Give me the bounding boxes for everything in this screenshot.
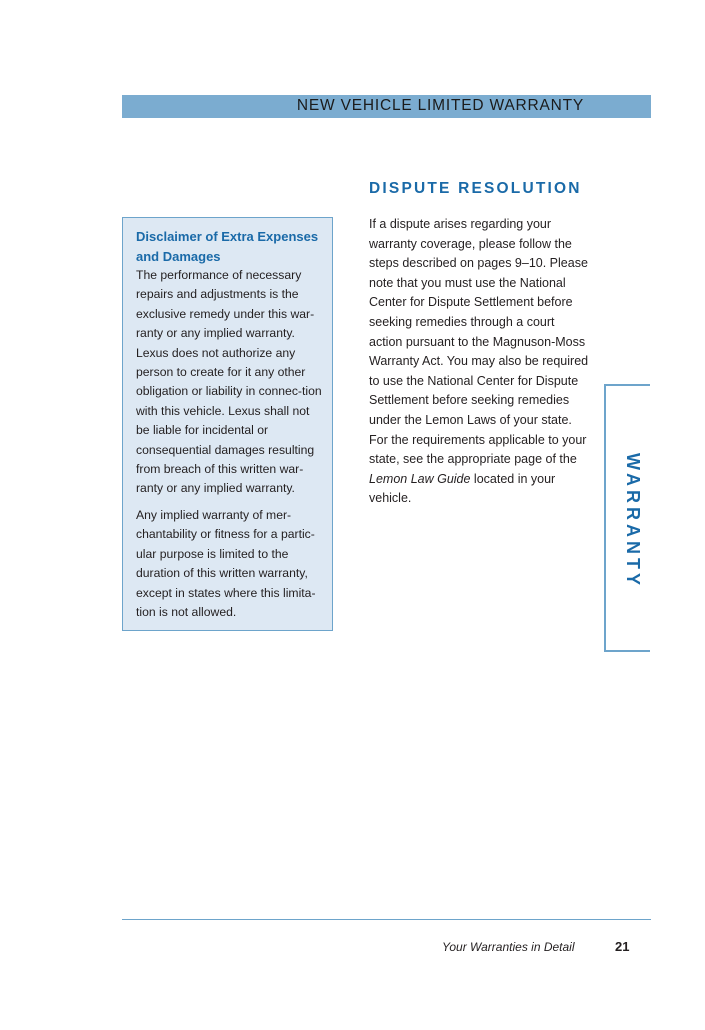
disclaimer-title: Disclaimer of Extra Expenses and Damages <box>136 229 319 264</box>
page-number: 21 <box>615 939 630 954</box>
side-tab-label: WARRANTY <box>623 453 643 589</box>
lemon-law-guide-title: Lemon Law Guide <box>369 471 471 486</box>
disclaimer-paragraph-1: The performance of necessary repairs and adjustments is the exclusive remedy under this war-ranty or any implied warranty. Lexus does not authorize any person to create for it any other obligation or liability in connec-tion with this vehicle. Lexus shall not be liable for incidental or consequential damages resulting from breach of this written war-ranty or any implied warranty. <box>136 268 322 496</box>
body-text-tail: located in your vehicle. <box>369 471 556 506</box>
page-header-title: NEW VEHICLE LIMITED WARRANTY <box>296 97 584 114</box>
footer-divider <box>122 919 651 920</box>
section-heading: DISPUTE RESOLUTION <box>369 180 582 197</box>
footer-section-label: Your Warranties in Detail <box>442 940 575 954</box>
dispute-resolution-paragraph <box>369 215 591 509</box>
disclaimer-paragraph-2: Any implied warranty of mer-chantability or fitness for a partic-ular purpose is limited to the duration of this written warranty, except in states where this limita-tion is not allowed. <box>136 507 316 619</box>
body-text-lead: If a dispute arises regarding your warranty coverage, please follow the steps described on pages 9–10. Please note that you must use the National Center for Dispute Settlement before seeking remedies through a court action pursuant to the Magnuson-Moss Warranty Act. You may also be required to use the National Center for Dispute Settlement before seeking remedies under the Lemon Laws of your state. For the requirements applicable to your state, see the appropriate page of the <box>369 217 589 467</box>
disclaimer-box <box>122 217 333 631</box>
header-band <box>122 95 651 118</box>
dispute-resolution-body <box>369 215 591 509</box>
